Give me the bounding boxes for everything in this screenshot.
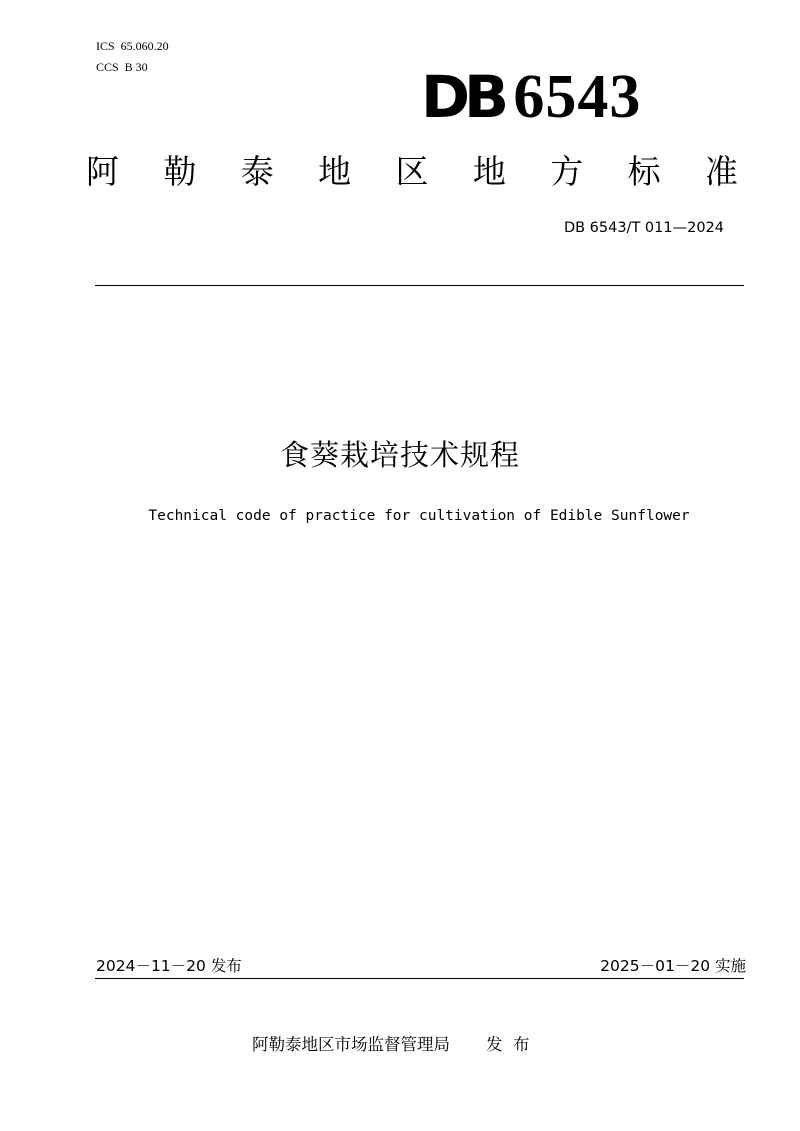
bottom-divider xyxy=(95,978,744,979)
standard-mark-number: 6543 xyxy=(513,63,642,131)
ccs-number: CCS B 30 xyxy=(96,60,148,74)
standard-mark-letters: DB xyxy=(421,63,503,131)
authority-char: 区 xyxy=(395,152,429,191)
issue-date: 2024－11－20 发布 xyxy=(96,957,242,975)
top-divider xyxy=(95,285,744,286)
document-title-chinese: 食葵栽培技术规程 xyxy=(279,438,520,472)
implementation-date: 2025－01－20 实施 xyxy=(600,957,746,975)
publish-action: 发 布 xyxy=(486,1035,530,1054)
publisher-name: 阿勒泰地区市场监督管理局 xyxy=(252,1035,450,1054)
ics-number: ICS 65.060.20 xyxy=(96,39,169,53)
authority-char: 地 xyxy=(318,152,352,191)
document-title-english: Technical code of practice for cultivation of Edible Sunflower xyxy=(148,508,690,524)
standard-authority xyxy=(86,152,738,192)
publisher-line xyxy=(252,1034,530,1056)
standard-mark xyxy=(421,64,641,134)
authority-char: 泰 xyxy=(240,152,274,191)
authority-char: 地 xyxy=(472,152,506,191)
authority-char: 标 xyxy=(627,152,661,191)
standard-code: DB 6543/T 011—2024 xyxy=(563,220,724,236)
authority-char: 方 xyxy=(550,152,584,191)
authority-char: 准 xyxy=(705,152,738,191)
authority-char: 阿 xyxy=(86,152,119,191)
authority-char: 勒 xyxy=(163,152,197,191)
